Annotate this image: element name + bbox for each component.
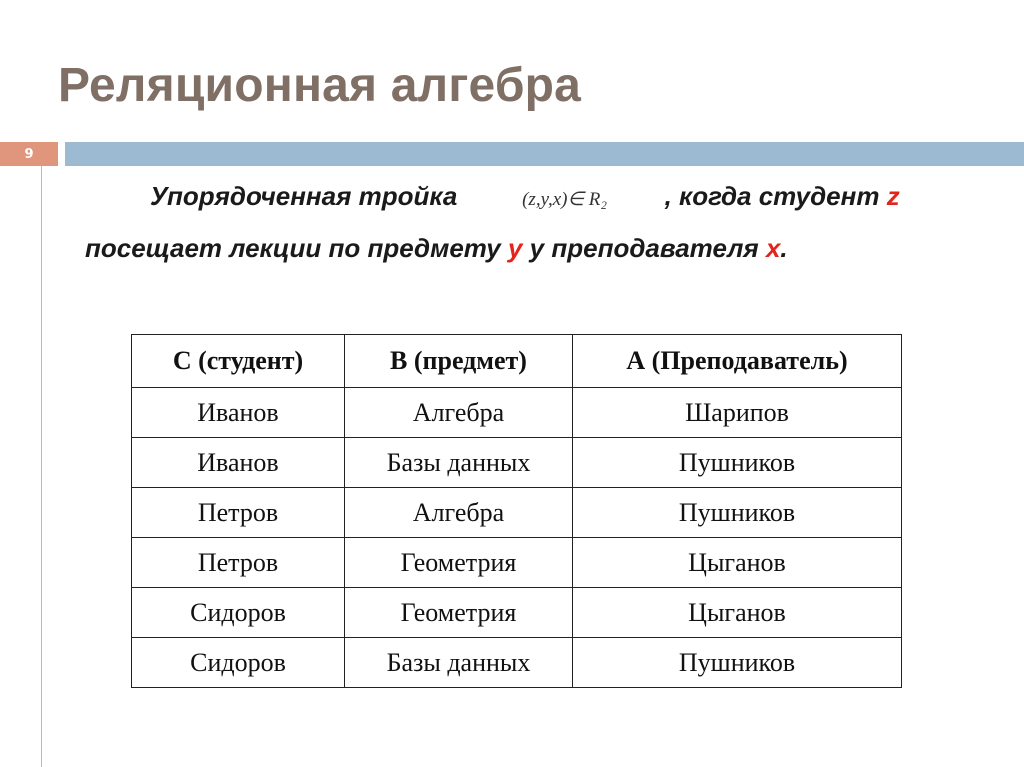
cell-subject: Алгебра [345,488,573,538]
cell-teacher: Пушников [573,488,902,538]
relation-table [131,334,902,688]
description-paragraph [85,172,915,272]
cell-student: Иванов [132,388,345,438]
slide-number-badge [0,142,58,166]
cell-subject: Базы данных [345,638,573,688]
cell-subject: Геометрия [345,588,573,638]
cell-subject: Алгебра [345,388,573,438]
text-mid: посещает лекции по предмету [85,233,508,263]
text-end: . [780,233,788,263]
cell-teacher: Пушников [573,438,902,488]
cell-teacher: Пушников [573,638,902,688]
table-row [132,588,902,638]
header-student: С (студент) [132,335,345,388]
left-divider-line [41,166,42,767]
table-row [132,488,902,538]
cell-student: Петров [132,538,345,588]
table-row [132,388,902,438]
variable-z: z [886,181,900,211]
cell-teacher: Шарипов [573,388,902,438]
table-row [132,438,902,488]
cell-student: Иванов [132,438,345,488]
text-teacher: у преподавателя [522,233,766,263]
table-row [132,638,902,688]
slide-number: 9 [24,146,34,162]
variable-x: x [765,233,781,263]
header-teacher: А (Преподаватель) [573,335,902,388]
header-bar [65,142,1024,166]
cell-student: Петров [132,488,345,538]
cell-student: Сидоров [132,638,345,688]
text-after: , когда студент [664,181,880,211]
cell-subject: Геометрия [345,538,573,588]
table-header-row [132,335,902,388]
table-row [132,538,902,588]
formula: (z,y,x)∈ R₂ [522,189,607,210]
cell-teacher: Цыганов [573,588,902,638]
cell-subject: Базы данных [345,438,573,488]
cell-teacher: Цыганов [573,538,902,588]
header-subject: В (предмет) [345,335,573,388]
cell-student: Сидоров [132,588,345,638]
text-before: Упорядоченная тройка [150,181,458,211]
slide-title: Реляционная алгебра [58,59,582,112]
variable-y: y [507,233,523,263]
